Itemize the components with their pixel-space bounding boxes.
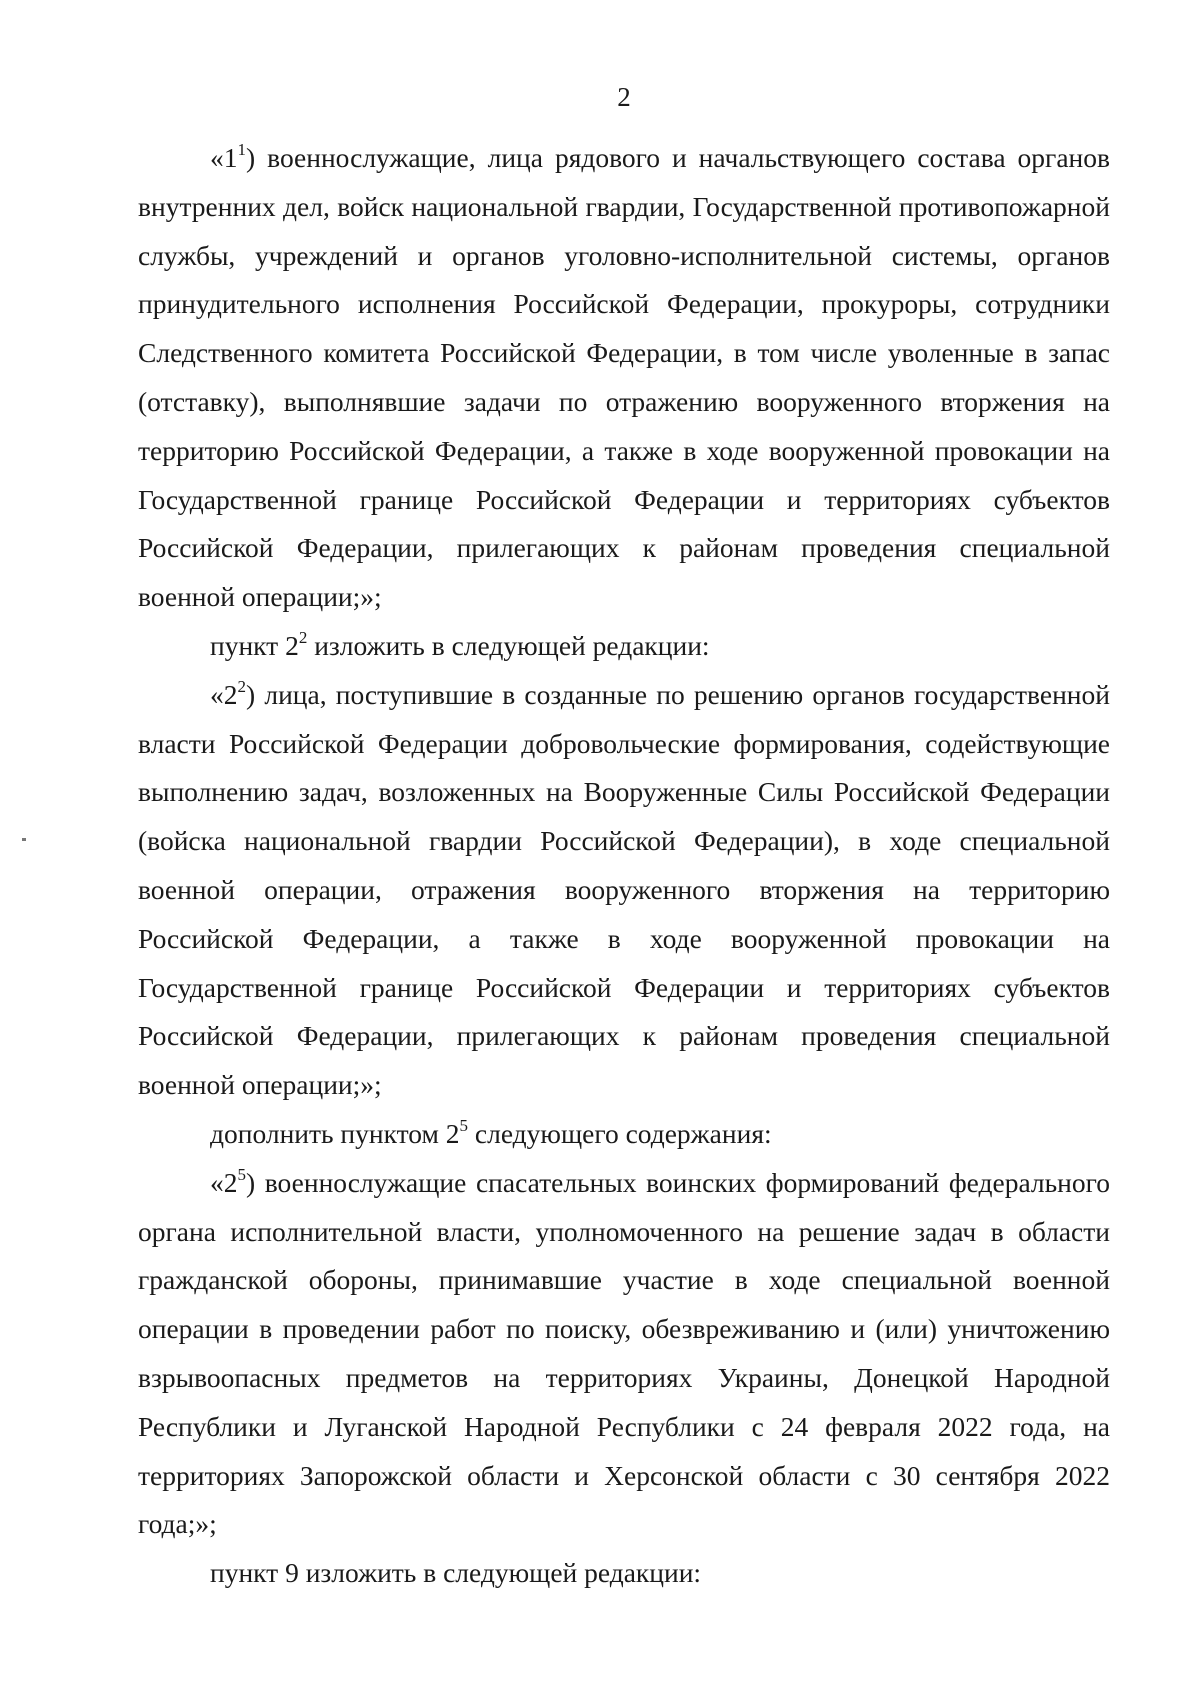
- scan-artifact: [22, 838, 26, 841]
- paragraph-lead: пункт 2: [210, 629, 299, 661]
- paragraph-text: пункт 9 изложить в следующей редакции:: [210, 1557, 702, 1589]
- paragraph-text: ) лица, поступившие в созданные по решению органов государственной власти Российской Федерации добровольческие формирования, содействующие выполнению задач, возложенных на Вооруженные Силы Российской Федерации (войска национальной гвардии Российской Федерации), в ходе специальной военной операции, отражения вооруженного вторжения на территорию Российской Федерации, а также в ходе вооруженной провокации на Государственной границе Российской Федерации и территориях субъектов Российской Федерации, прилегающих к районам проведения специальной военной операции;»;: [138, 678, 1110, 1101]
- superscript: 2: [237, 676, 246, 696]
- paragraph-item-2-5: [138, 1159, 1110, 1549]
- superscript: 5: [237, 1164, 246, 1184]
- superscript: 5: [459, 1115, 469, 1135]
- paragraph-item-2-2: [138, 671, 1110, 1110]
- superscript: 2: [298, 627, 308, 647]
- paragraph-lead: дополнить пунктом 2: [210, 1117, 460, 1149]
- paragraph-text: следующего содержания:: [468, 1117, 772, 1149]
- paragraph-amend-item-2-2: [138, 622, 1110, 671]
- paragraph-amend-item-9: [138, 1549, 1110, 1598]
- paragraph-item-1-1: [138, 134, 1110, 622]
- page-number: 2: [617, 82, 631, 112]
- paragraph-lead: «1: [210, 142, 238, 173]
- superscript: 1: [237, 139, 246, 159]
- paragraph-text: ) военнослужащие спасательных воинских формирований федерального органа исполнительной власти, уполномоченного на решение задач в области гражданской обороны, принимавшие участие в ходе специальной военной операции в проведении работ по поиску, обезвреживанию и (или) уничтожению взрывоопасных предметов на территориях Украины, Донецкой Народной Республики и Луганской Народной Республики с 24 февраля 2022 года, на территориях Запорожской области и Херсонской области с 30 сентября 2022 года;»;: [138, 1166, 1110, 1540]
- paragraph-text: ) военнослужащие, лица рядового и начальствующего состава органов внутренних дел, войск национальной гвардии, Государственной противопожарной службы, учреждений и органов уголовно-исполнительной системы, органов принудительного исполнения Российской Федерации, прокуроры, сотрудники Следственного комитета Российской Федерации, в том числе уволенные в запас (отставку), выполнявшие задачи по отражению вооруженного вторжения на территорию Российской Федерации, а также в ходе вооруженной провокации на Государственной границе Российской Федерации и территориях субъектов Российской Федерации, прилегающих к районам проведения специальной военной операции;»;: [138, 142, 1110, 613]
- paragraph-lead: «2: [210, 678, 238, 710]
- paragraph-lead: «2: [210, 1166, 238, 1198]
- paragraph-add-item-2-5: [138, 1110, 1110, 1159]
- paragraph-text: изложить в следующей редакции:: [307, 629, 710, 661]
